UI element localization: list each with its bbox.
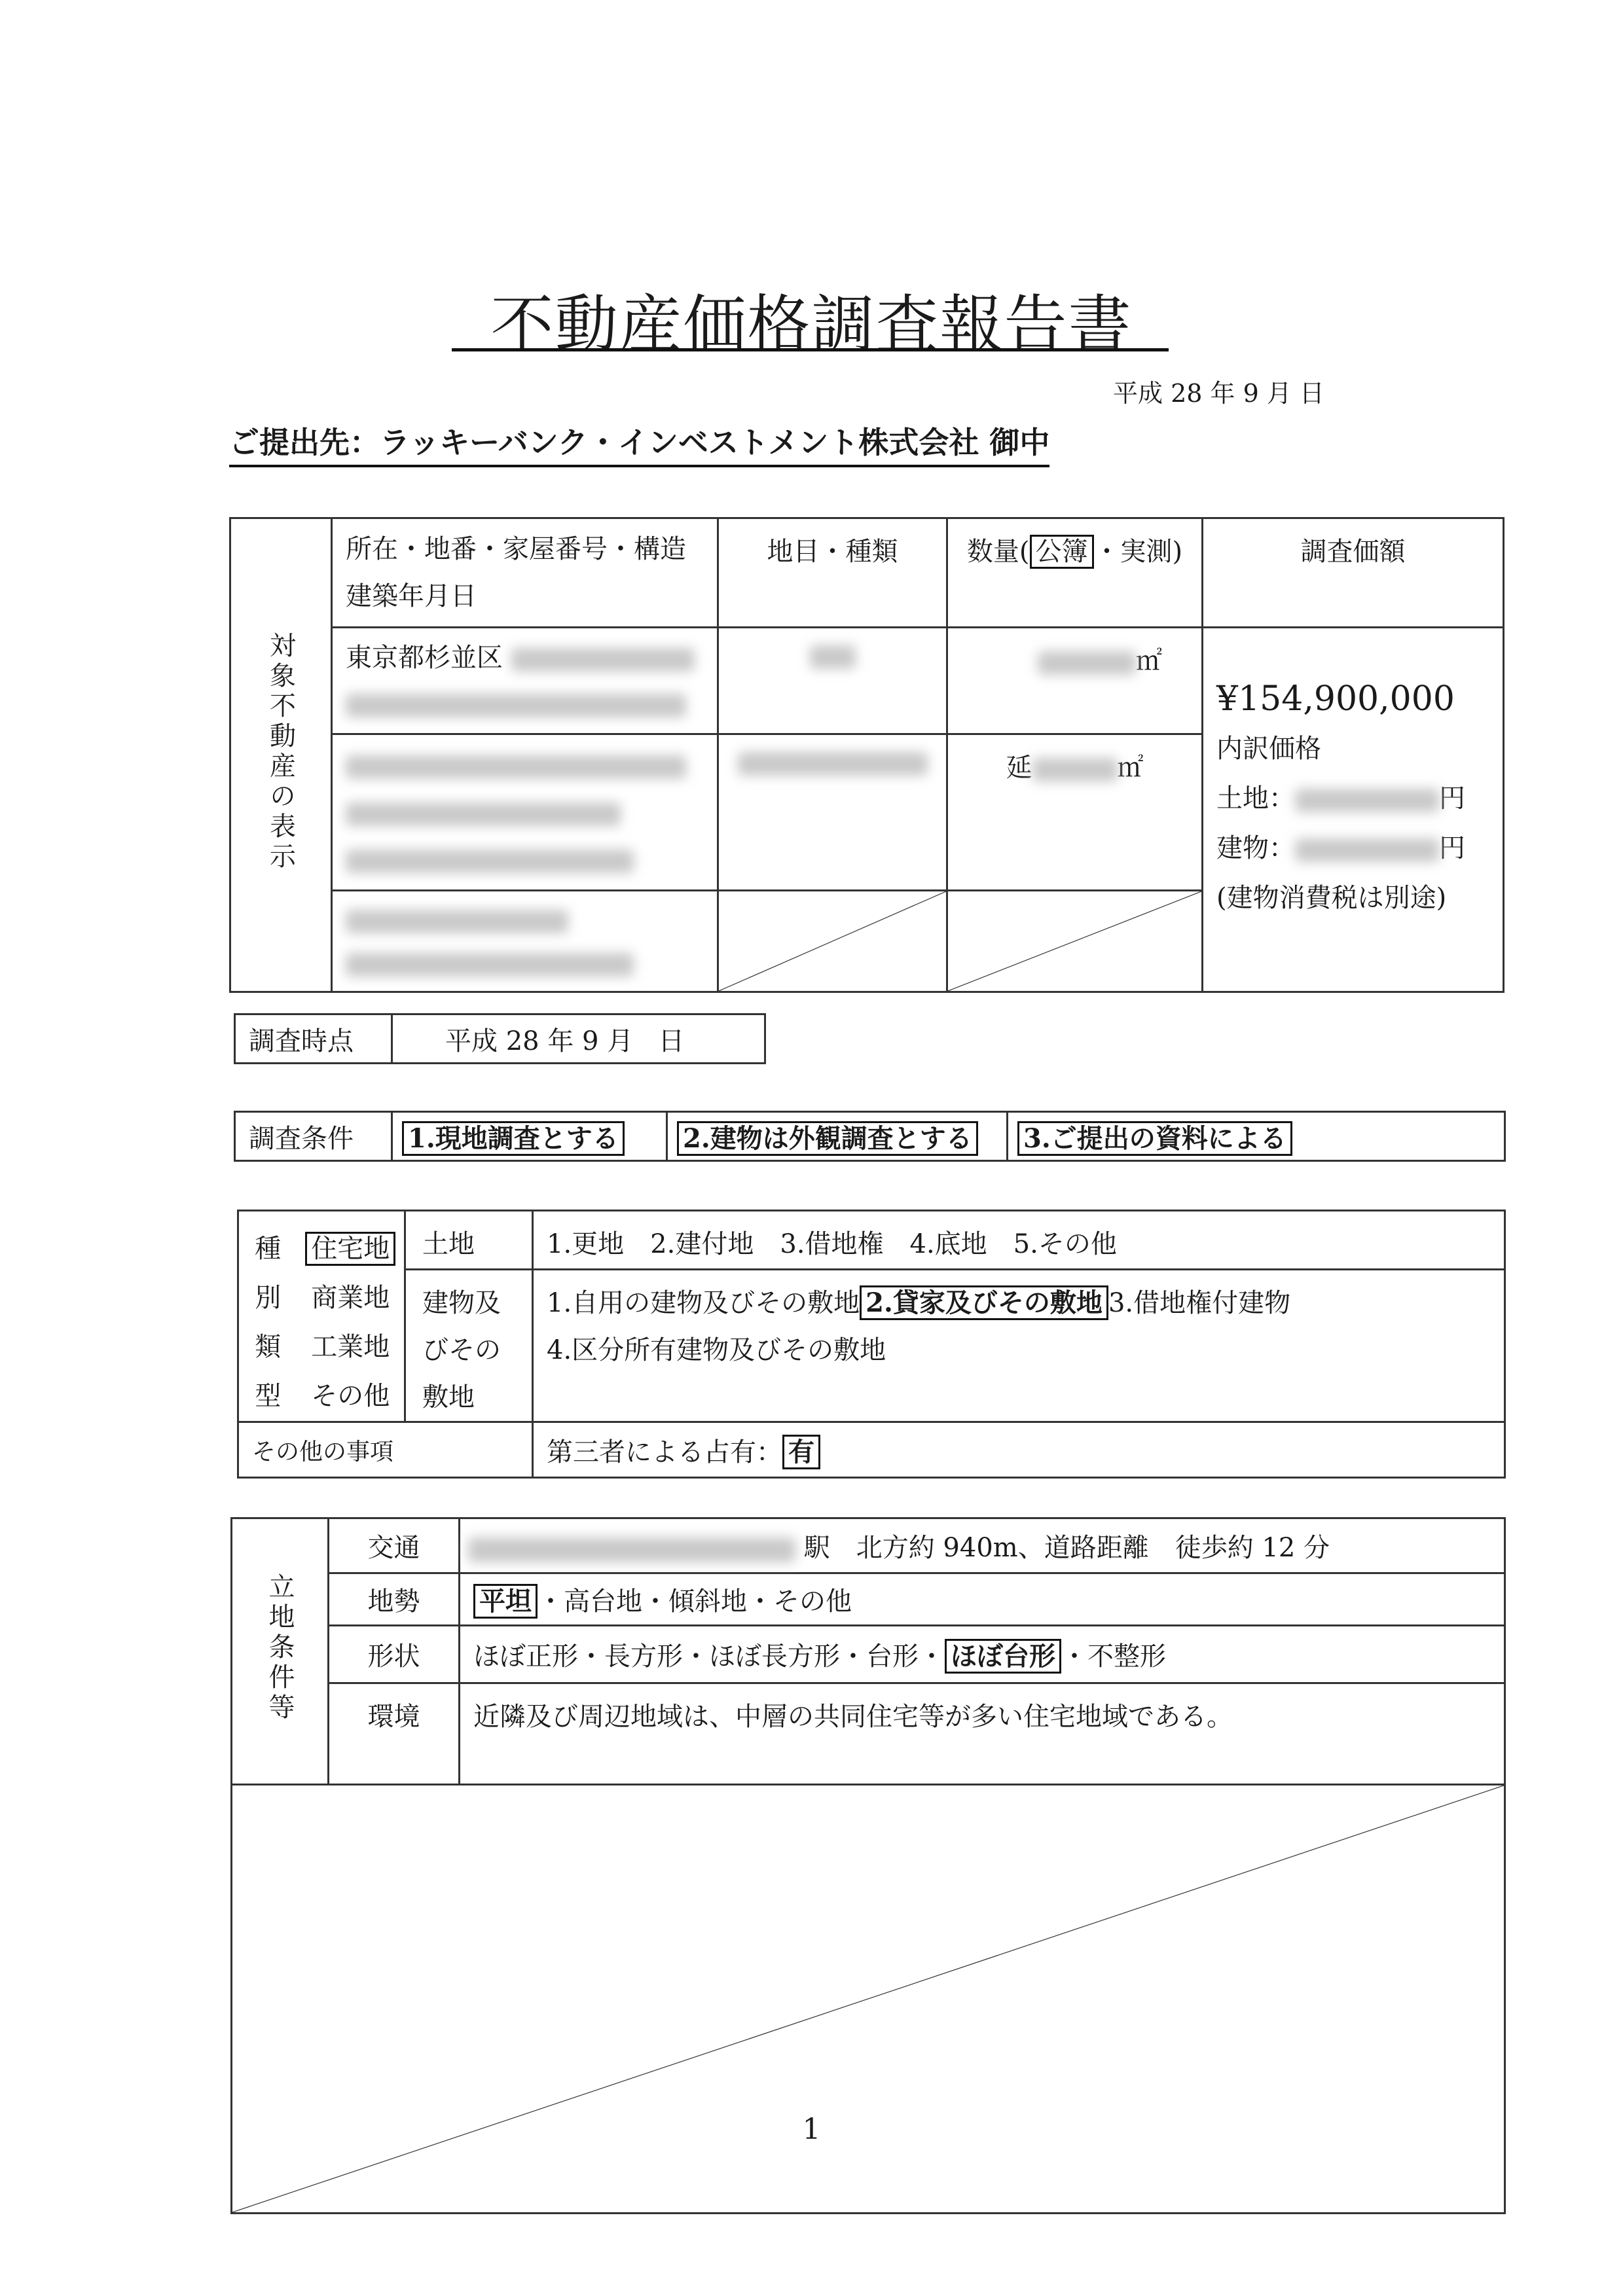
redacted-building-price <box>1295 838 1439 862</box>
shape-selected: ほぼ台形 <box>945 1639 1061 1674</box>
building-area-prefix: 延 <box>1006 753 1032 783</box>
land-price-label: 土地： <box>1216 783 1295 814</box>
terrain-label: 地勢 <box>329 1573 460 1626</box>
property-side-label: 対象不動産の表示 <box>265 631 296 872</box>
condition-2-cell <box>667 1112 1008 1161</box>
diagonal-line <box>232 1785 1504 2212</box>
building-options-cell <box>533 1270 1505 1422</box>
shape-post: ・不整形 <box>1061 1641 1166 1672</box>
col-header-quantity <box>947 518 1203 628</box>
conditions-table <box>234 1111 1506 1162</box>
condition-3: 3.ご提出の資料による <box>1017 1121 1292 1156</box>
type-commercial: 商業地 <box>311 1283 390 1313</box>
classification-types-cell <box>297 1211 405 1422</box>
location-side-label: 立地条件等 <box>264 1573 295 1723</box>
redacted-address-2 <box>346 694 686 717</box>
land-area-unit: ㎡ <box>1136 646 1162 676</box>
type-other: その他 <box>311 1381 390 1411</box>
building-label-cell <box>405 1270 533 1422</box>
terrain-cell <box>460 1573 1505 1626</box>
redacted-category <box>810 645 856 669</box>
page-title: 不動産価格調査報告書 <box>490 288 1133 361</box>
transport-value: 駅 北方約 940m、道路距離 徒歩約 12 分 <box>803 1533 1330 1563</box>
condition-1: 1.現地調査とする <box>402 1121 625 1156</box>
building-option-3: 3.借地権付建物 <box>1108 1288 1291 1318</box>
condition-2: 2.建物は外観調査とする <box>677 1121 978 1156</box>
side-char-2: 別 <box>255 1283 282 1313</box>
redacted-date-2 <box>346 953 634 977</box>
other-items-value-cell <box>533 1422 1505 1478</box>
page-number: 1 <box>802 2113 821 2146</box>
empty-diagonal-area <box>232 1785 1505 2214</box>
col-header-category: 地目・種類 <box>718 518 947 628</box>
building-option-1: 1.自用の建物及びその敷地 <box>547 1288 860 1318</box>
quantity-header-post: ・実測) <box>1093 537 1183 567</box>
environment-value: 近隣及び周辺地域は、中層の共同住宅等が多い住宅地域である。 <box>460 1683 1505 1785</box>
building-area-unit: ㎡ <box>1117 753 1144 783</box>
classification-table <box>237 1210 1506 1479</box>
empty-diagonal-cell-1 <box>718 891 947 992</box>
shape-pre: ほぼ正形・長方形・ほぼ長方形・台形・ <box>473 1641 945 1672</box>
building-date-cell <box>332 891 718 992</box>
diagonal-line <box>719 891 946 991</box>
building-label-line1: 建物及 <box>422 1288 501 1318</box>
recipient: ご提出先：ラッキーバンク・インベストメント株式会社 御中 <box>229 419 1049 467</box>
building-price-label: 建物： <box>1216 833 1295 863</box>
property-side-label-cell <box>230 518 332 992</box>
condition-1-cell <box>392 1112 667 1161</box>
report-date: 平成 28 年 9 月 日 <box>1113 379 1324 408</box>
location-side-label-cell <box>232 1518 329 1785</box>
location-text: 東京都杉並区 <box>346 643 503 673</box>
quantity-header-pre: 数量( <box>966 537 1030 567</box>
other-items-label: その他の事項 <box>238 1422 533 1478</box>
survey-time-value: 平成 28 年 9 月 日 <box>392 1014 765 1064</box>
location-conditions-table <box>230 1517 1506 2214</box>
redacted-building-area <box>1032 758 1118 781</box>
redacted-building-2 <box>346 802 621 826</box>
land-area-cell <box>947 628 1203 734</box>
land-options: 1.更地 2.建付地 3.借地権 4.底地 5.その他 <box>533 1211 1505 1270</box>
col-header-location-line2: 建築年月日 <box>346 581 477 611</box>
land-label: 土地 <box>405 1211 533 1270</box>
land-category-cell <box>718 628 947 734</box>
building-label-line3: 敷地 <box>422 1382 475 1412</box>
price-cell <box>1203 628 1504 992</box>
shape-cell <box>460 1626 1505 1683</box>
classification-side-cell <box>238 1211 297 1422</box>
side-char-1: 種 <box>255 1234 282 1264</box>
redacted-address <box>511 648 695 672</box>
property-table <box>229 517 1504 993</box>
redacted-date-1 <box>346 910 568 933</box>
side-char-3: 類 <box>255 1332 282 1362</box>
diagonal-line <box>948 891 1201 991</box>
type-industrial: 工業地 <box>311 1332 390 1362</box>
survey-time-table <box>234 1013 766 1064</box>
building-label-line2: びその <box>422 1335 501 1365</box>
building-area-cell <box>947 734 1203 891</box>
shape-label: 形状 <box>329 1626 460 1683</box>
redacted-station <box>468 1537 795 1562</box>
occupancy-value: 有 <box>782 1435 820 1469</box>
redacted-building-type <box>738 752 928 776</box>
col-header-location-line1: 所在・地番・家屋番号・構造 <box>346 534 686 564</box>
transport-label: 交通 <box>329 1518 460 1573</box>
land-price-yen: 円 <box>1439 783 1465 814</box>
environment-label: 環境 <box>329 1683 460 1785</box>
transport-cell <box>460 1518 1505 1573</box>
tax-note: (建物消費税は別途) <box>1216 883 1447 913</box>
building-price-yen: 円 <box>1439 833 1465 863</box>
redacted-building-3 <box>346 850 634 873</box>
terrain-selected: 平坦 <box>473 1584 538 1619</box>
type-residential: 住宅地 <box>305 1232 395 1266</box>
quantity-header-boxed: 公簿 <box>1030 535 1094 569</box>
col-header-price: 調査価額 <box>1203 518 1504 628</box>
building-option-4: 4.区分所有建物及びその敷地 <box>547 1335 886 1365</box>
side-char-4: 型 <box>255 1381 282 1411</box>
occupancy-label: 第三者による占有： <box>547 1437 782 1467</box>
terrain-rest: ・高台地・傾斜地・その他 <box>538 1587 852 1617</box>
building-type-cell <box>718 734 947 891</box>
redacted-building-1 <box>346 755 686 779</box>
title-underline <box>452 348 1169 351</box>
survey-time-label: 調査時点 <box>235 1014 392 1064</box>
condition-3-cell <box>1008 1112 1505 1161</box>
breakdown-label: 内訳価格 <box>1216 734 1321 764</box>
col-header-location <box>332 518 718 628</box>
building-option-2: 2.貸家及びその敷地 <box>860 1285 1108 1320</box>
price-total: ¥154,900,000 <box>1216 679 1455 719</box>
redacted-land-area <box>1038 651 1136 675</box>
empty-diagonal-cell-2 <box>947 891 1203 992</box>
redacted-land-price <box>1295 789 1439 812</box>
location-cell <box>332 628 718 734</box>
building-location-cell <box>332 734 718 891</box>
conditions-label: 調査条件 <box>235 1112 392 1161</box>
